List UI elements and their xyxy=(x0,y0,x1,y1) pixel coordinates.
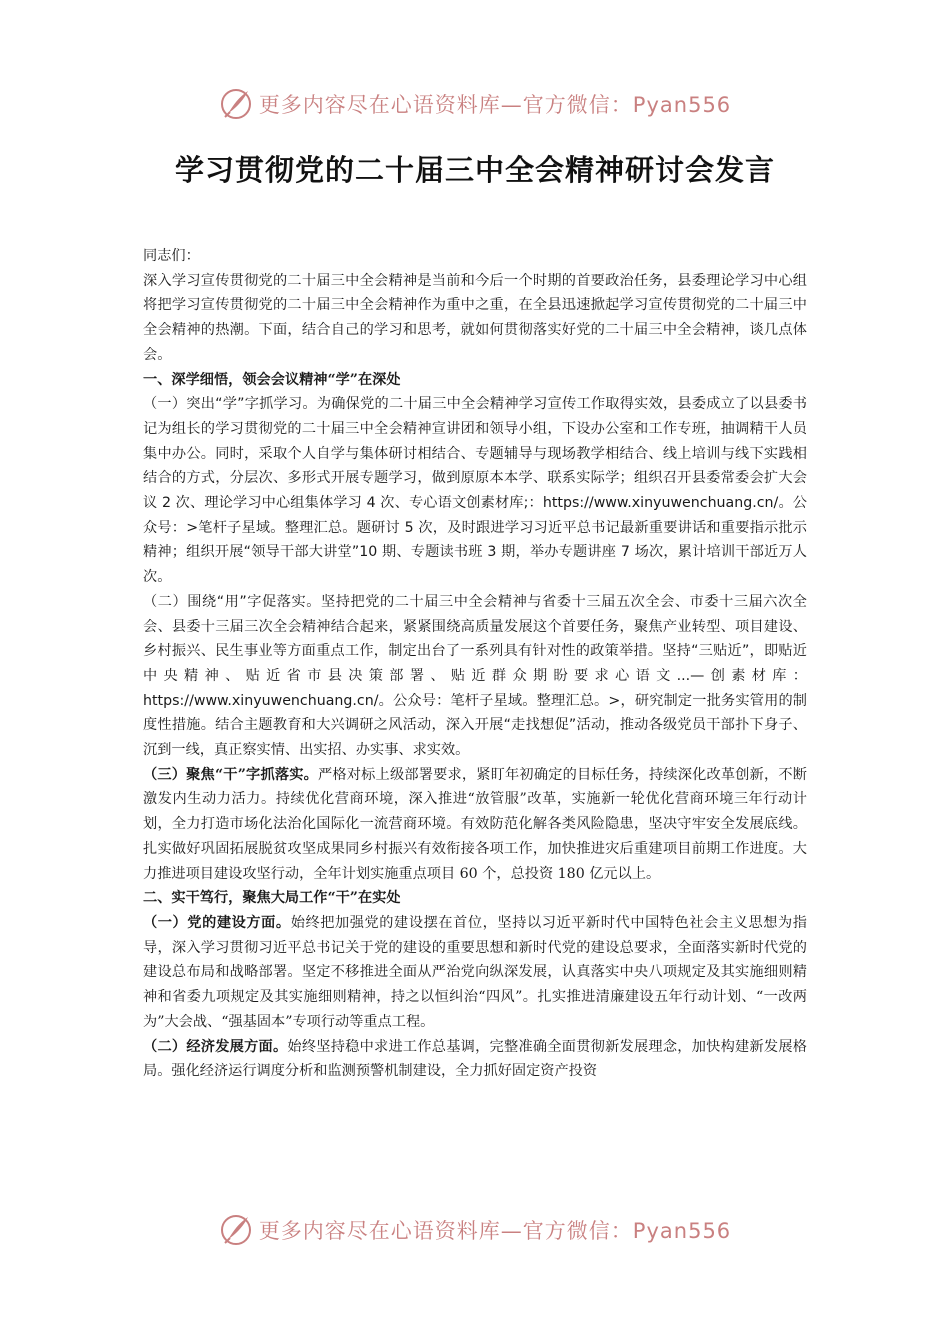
header-watermark-banner xyxy=(0,84,950,124)
quill-pen-logo-icon xyxy=(219,1213,253,1247)
document-title: 学习贯彻党的二十届三中全会精神研讨会发言 xyxy=(174,153,775,187)
quill-pen-logo-icon xyxy=(219,87,253,121)
watermark-text: 更多内容尽在心语资料库—官方微信：Pyan556 xyxy=(258,1219,732,1243)
paragraph-text: 始终把加强党的建设摆在首位，坚持以习近平新时代中国特色社会主义思想为指导，深入学习贯彻习近平总书记关于党的建设的重要思想和新时代党的建设总要求，全面落实新时代党的建设总布局和战略部署。坚定不移推进全面从严治党向纵深发展，认真落实中央八项规定及其实施细则精神和省委九项规定及其实施细则精神，持之以恒纠治“四风”。扎实推进清廉建设五年行动计划、“一改两为”大会战、“强基固本”专项行动等重点工程。 xyxy=(143,914,807,1030)
intro-paragraph: 深入学习宣传贯彻党的二十届三中全会精神是当前和今后一个时期的首要政治任务，县委理论学习中心组将把学习宣传贯彻党的二十届三中全会精神作为重中之重，在全县迅速掀起学习宣传贯彻党的二十届三中全会精神的热潮。下面，结合自己的学习和思考，就如何贯彻落实好党的二十届三中全会精神，谈几点体会。 xyxy=(143,272,807,363)
section-1-paragraph-2: （二）围绕“用”字促落实。坚持把党的二十届三中全会精神与省委十三届五次全会、市委十三届六次全会、县委十三届三次全会精神结合起来，紧紧围绕高质量发展这个首要任务，聚焦产业转型、项目建设、乡村振兴、民生事业等方面重点工作，制定出台了一系列具有针对性的政策举措。坚持“三贴近”，即贴近中央精神、贴近省市县决策部署、贴近群众期盼要求心语文...—创素材库：https://www.xinyuwenchuang.cn/。公众号：笔杆子星域。整理汇总。>，研究制定一批务实管用的制度性措施。结合主题教育和大兴调研之风活动，深入开展“走找想促”活动，推动各级党员干部扑下身子、沉到一线，真正察实情、出实招、办实事、求实效。 xyxy=(143,593,807,759)
section-1-paragraph-3 xyxy=(143,763,807,887)
document-body xyxy=(143,244,807,1084)
section-2-paragraph-1 xyxy=(143,911,807,1035)
paragraph-lead: （一）党的建设方面。 xyxy=(143,914,291,931)
paragraph-text: 严格对标上级部署要求，紧盯年初确定的目标任务，持续深化改革创新，不断激发内生动力活力。持续优化营商环境，深入推进“放管服”改革，实施新一轮优化营商环境三年行动计划，全力打造市场化法治化国际化一流营商环境。有效防范化解各类风险隐患，坚决守牢安全发展底线。扎实做好巩固拓展脱贫攻坚成果同乡村振兴有效衔接各项工作，加快推进灾后重建项目前期工作进度。大力推进项目建设攻坚行动，全年计划实施重点项目 60 个，总投资 180 亿元以上。 xyxy=(143,766,807,882)
section-1-heading: 一、深学细悟，领会会议精神“学”在深处 xyxy=(143,371,401,388)
section-2-heading: 二、实干笃行，聚焦大局工作“干”在实处 xyxy=(143,890,401,907)
paragraph-text: 始终坚持稳中求进工作总基调，完整准确全面贯彻新发展理念，加快构建新发展格局。强化经济运行调度分析和监测预警机制建设，全力抓好固定资产投资 xyxy=(143,1038,807,1080)
paragraph-lead: （二）经济发展方面。 xyxy=(143,1038,288,1055)
section-2-paragraph-2 xyxy=(143,1035,807,1084)
paragraph-lead: （三）聚焦“干”字抓落实。 xyxy=(143,766,318,783)
watermark-text: 更多内容尽在心语资料库—官方微信：Pyan556 xyxy=(258,93,732,117)
footer-watermark-banner xyxy=(0,1210,950,1250)
greeting: 同志们： xyxy=(143,248,200,264)
section-1-paragraph-1: （一）突出“学”字抓学习。为确保党的二十届三中全会精神学习宣传工作取得实效，县委成立了以县委书记为组长的学习贯彻党的二十届三中全会精神宣讲团和领导小组，下设办公室和工作专班，抽调精干人员集中办公。同时，采取个人自学与集体研讨相结合、专题辅导与现场教学相结合、线上培训与线下实践相结合的方式，分层次、多形式开展专题学习，做到原原本本学、联系实际学；组织召开县委常委会扩大会议 2 次、理论学习中心组集体学习 4 次、专心语文创素材库;：https://www.xinyuwenchuang.cn/。公众号：>笔杆子星域。整理汇总。题研讨 5 次，及时跟进学习习近平总书记最新重要讲话和重要指示批示精神；组织开展“领导干部大讲堂”10 期、专题读书班 3 期，举办专题讲座 7 场次，累计培训干部近万人次。 xyxy=(143,396,807,586)
